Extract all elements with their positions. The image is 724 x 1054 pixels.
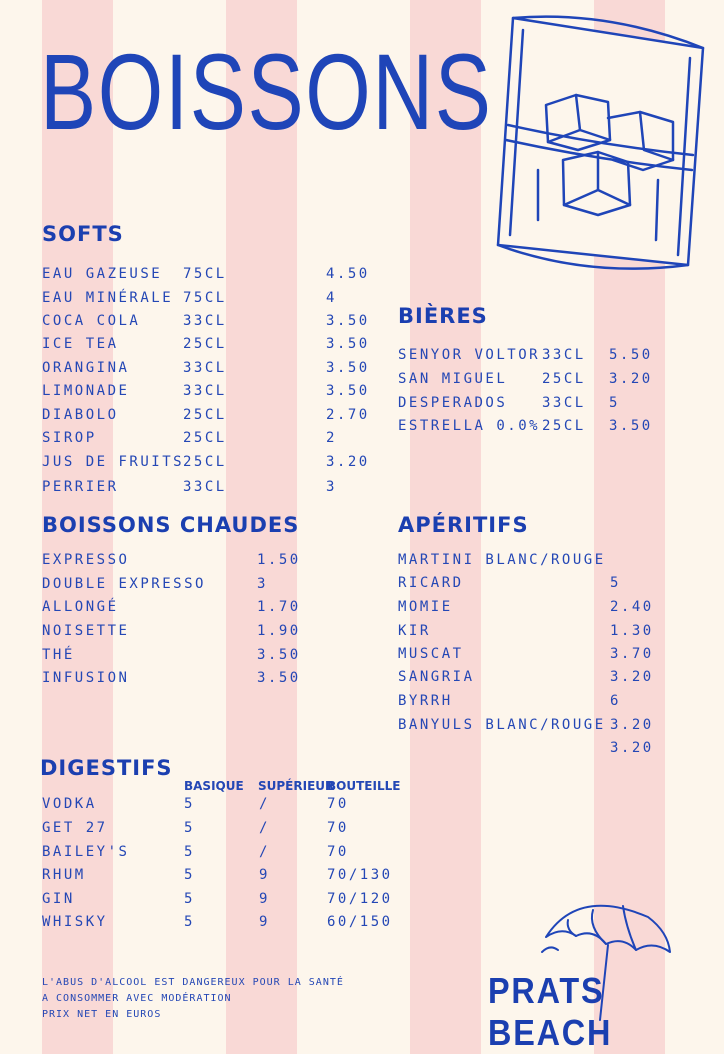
softs-item-size: 75CL	[183, 266, 227, 282]
col-header-superieur: SUPÉRIEUR	[258, 779, 335, 793]
digestifs-item-superieur: 9	[259, 867, 270, 883]
chaudes-item-price: 3.50	[257, 647, 301, 663]
chaudes-heading: BOISSONS CHAUDES	[42, 513, 300, 537]
softs-item-price: 3.20	[326, 454, 370, 470]
aperitifs-item-price: 2.40	[610, 599, 654, 615]
softs-item-name: LIMONADE	[42, 383, 130, 399]
digestifs-item-bouteille: 60/150	[327, 914, 393, 930]
aperitifs-item-price: 6	[610, 693, 621, 709]
chaudes-item-name: NOISETTE	[42, 623, 130, 639]
softs-item-size: 33CL	[183, 313, 227, 329]
digestifs-heading: DIGESTIFS	[40, 756, 173, 780]
col-header-basique: BASIQUE	[184, 779, 244, 793]
softs-item-name: COCA COLA	[42, 313, 141, 329]
softs-item-price: 3.50	[326, 313, 370, 329]
digestifs-item-basique: 5	[184, 867, 195, 883]
chaudes-item-price: 1.70	[257, 599, 301, 615]
digestifs-item-basique: 5	[184, 891, 195, 907]
digestifs-item-bouteille: 70	[327, 796, 349, 812]
softs-item-size: 33CL	[183, 383, 227, 399]
softs-item-size: 25CL	[183, 454, 227, 470]
softs-item-price: 2.70	[326, 407, 370, 423]
bieres-item-name: ESTRELLA 0.0%	[398, 418, 541, 434]
aperitifs-item-price: 3.20	[610, 717, 654, 733]
softs-item-size: 33CL	[183, 360, 227, 376]
bieres-item-price: 3.20	[609, 371, 653, 387]
bieres-item-price: 3.50	[609, 418, 653, 434]
digestifs-item-name: WHISKY	[42, 914, 108, 930]
softs-item-size: 25CL	[183, 336, 227, 352]
chaudes-item-name: INFUSION	[42, 670, 130, 686]
digestifs-item-superieur: 9	[259, 914, 270, 930]
chaudes-item-price: 1.50	[257, 552, 301, 568]
aperitifs-item-price: 3.20	[610, 669, 654, 685]
chaudes-item-name: EXPRESSO	[42, 552, 130, 568]
aperitifs-item-name: SANGRIA	[398, 669, 475, 685]
softs-item-name: ICE TEA	[42, 336, 119, 352]
aperitifs-item-name: KIR	[398, 623, 431, 639]
digestifs-item-basique: 5	[184, 796, 195, 812]
digestifs-item-bouteille: 70/120	[327, 891, 393, 907]
digestifs-item-bouteille: 70	[327, 844, 349, 860]
aperitifs-item-name: RICARD	[398, 575, 464, 591]
softs-item-size: 75CL	[183, 290, 227, 306]
softs-item-price: 3.50	[326, 383, 370, 399]
chaudes-item-name: ALLONGÉ	[42, 599, 119, 615]
digestifs-item-bouteille: 70/130	[327, 867, 393, 883]
footer-moderation: A CONSOMMER AVEC MODÉRATION	[42, 993, 232, 1004]
chaudes-item-price: 3.50	[257, 670, 301, 686]
aperitifs-item-price: 5	[610, 575, 621, 591]
digestifs-item-name: GIN	[42, 891, 75, 907]
bieres-item-size: 33CL	[542, 395, 586, 411]
digestifs-item-name: RHUM	[42, 867, 86, 883]
digestifs-item-name: VODKA	[42, 796, 97, 812]
bieres-item-price: 5	[609, 395, 620, 411]
footer-prix: PRIX NET EN EUROS	[42, 1009, 162, 1020]
bieres-item-size: 33CL	[542, 347, 586, 363]
digestifs-item-bouteille: 70	[327, 820, 349, 836]
digestifs-item-name: GET 27	[42, 820, 108, 836]
bieres-item-name: DESPERADOS	[398, 395, 508, 411]
digestifs-item-superieur: /	[259, 844, 270, 860]
digestifs-item-basique: 5	[184, 844, 195, 860]
aperitifs-heading: APÉRITIFS	[398, 513, 529, 537]
softs-item-size: 25CL	[183, 430, 227, 446]
bieres-item-name: SAN MIGUEL	[398, 371, 508, 387]
aperitifs-item-price: 1.30	[610, 623, 654, 639]
digestifs-item-superieur: /	[259, 796, 270, 812]
aperitifs-item-price: 3.20	[610, 740, 654, 756]
softs-item-price: 3.50	[326, 360, 370, 376]
whisky-glass-icon	[468, 10, 720, 280]
aperitifs-item-name: MUSCAT	[398, 646, 464, 662]
aperitifs-item-name: BANYULS BLANC/ROUGE	[398, 717, 606, 733]
aperitifs-item-name: BYRRH	[398, 693, 453, 709]
softs-item-size: 33CL	[183, 479, 227, 495]
softs-item-name: ORANGINA	[42, 360, 130, 376]
chaudes-item-price: 3	[257, 576, 268, 592]
page-title: BOISSONS	[40, 31, 493, 152]
digestifs-item-superieur: /	[259, 820, 270, 836]
bieres-heading: BIÈRES	[398, 304, 488, 328]
softs-item-price: 3	[326, 479, 337, 495]
footer-warning: L'ABUS D'ALCOOL EST DANGEREUX POUR LA SANTÉ	[42, 977, 344, 988]
softs-item-name: JUS DE FRUITS	[42, 454, 185, 470]
softs-item-price: 4.50	[326, 266, 370, 282]
softs-item-price: 2	[326, 430, 337, 446]
digestifs-item-basique: 5	[184, 820, 195, 836]
brand-logo-text: PRATS BEACH	[488, 970, 613, 1053]
bieres-item-size: 25CL	[542, 371, 586, 387]
softs-item-name: DIABOLO	[42, 407, 119, 423]
softs-item-name: EAU GAZEUSE	[42, 266, 163, 282]
softs-item-name: PERRIER	[42, 479, 119, 495]
aperitifs-item-name: MARTINI BLANC/ROUGE	[398, 552, 606, 568]
aperitifs-item-price: 3.70	[610, 646, 654, 662]
digestifs-item-superieur: 9	[259, 891, 270, 907]
bieres-item-size: 25CL	[542, 418, 586, 434]
bieres-item-price: 5.50	[609, 347, 653, 363]
aperitifs-item-name: MOMIE	[398, 599, 453, 615]
softs-item-name: EAU MINÉRALE	[42, 290, 174, 306]
digestifs-item-basique: 5	[184, 914, 195, 930]
softs-item-price: 3.50	[326, 336, 370, 352]
digestifs-item-name: BAILEY'S	[42, 844, 130, 860]
chaudes-item-name: DOUBLE EXPRESSO	[42, 576, 206, 592]
softs-item-size: 25CL	[183, 407, 227, 423]
chaudes-item-name: THÉ	[42, 647, 75, 663]
softs-item-name: SIROP	[42, 430, 97, 446]
col-header-bouteille: BOUTEILLE	[327, 779, 401, 793]
bieres-item-name: SENYOR VOLTOR	[398, 347, 541, 363]
chaudes-item-price: 1.90	[257, 623, 301, 639]
softs-item-price: 4	[326, 290, 337, 306]
softs-heading: SOFTS	[42, 222, 124, 246]
